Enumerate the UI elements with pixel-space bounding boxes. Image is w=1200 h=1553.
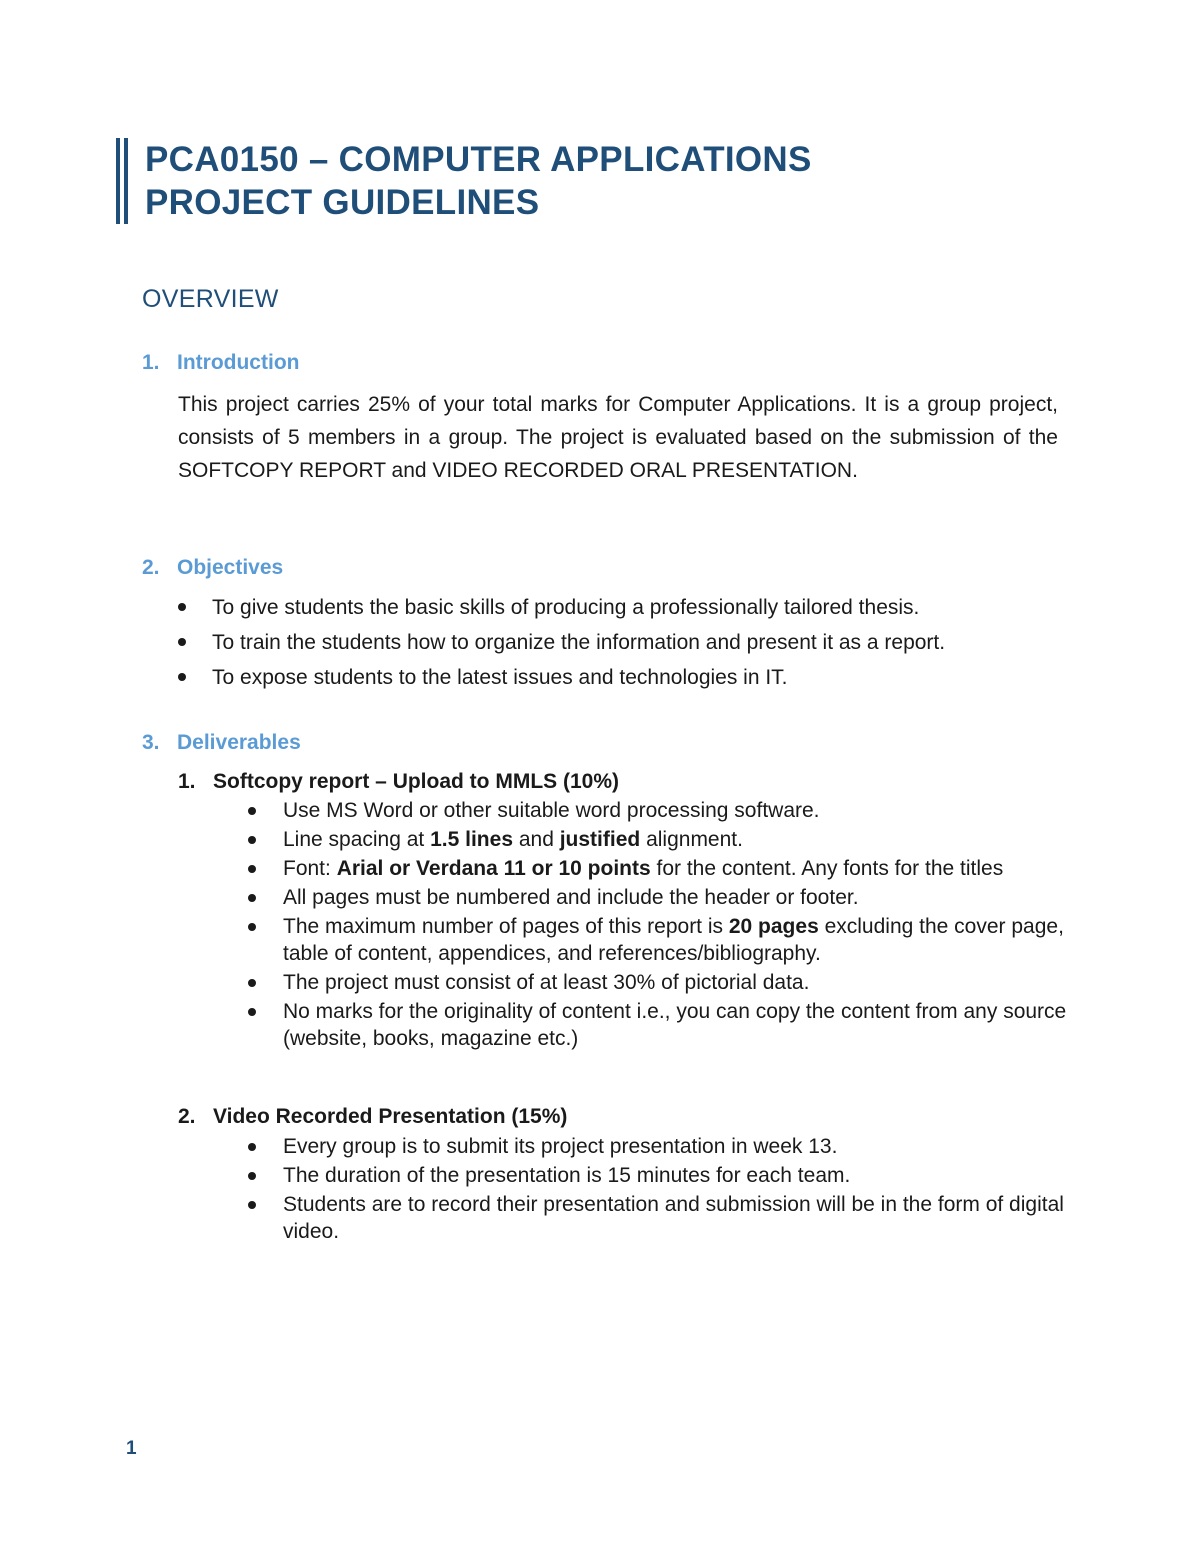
list-item-text: Use MS Word or other suitable word processing software. (283, 799, 820, 822)
list-item-text: Every group is to submit its project presentation in week 13. (283, 1135, 838, 1158)
list-item (212, 1191, 1072, 1245)
video-number: 2. (178, 1105, 196, 1128)
introduction-number: 1. (142, 351, 160, 374)
title-rule-left (116, 138, 120, 224)
emphasis-text: 1.5 lines (430, 828, 513, 851)
list-item-text: Line spacing at (283, 828, 431, 851)
objectives-heading (142, 555, 283, 581)
introduction-label: Introduction (177, 351, 300, 374)
bullet-icon (248, 979, 256, 987)
list-item-text: for the content. Any fonts for the titles (650, 857, 1004, 880)
list-item-text: No marks for the originality of content i.e., you can copy the content from any source (website, books, magazine etc.) (283, 1000, 1067, 1050)
page-number: 1 (126, 1438, 137, 1459)
bullet-icon (178, 603, 186, 611)
emphasis-text: Arial or Verdana 11 or 10 points (336, 857, 651, 880)
emphasis-text: 20 pages (728, 915, 819, 938)
list-item-text: The project must consist of at least 30% of pictorial data. (283, 971, 810, 994)
list-item (142, 590, 1102, 625)
list-item-text: alignment. (640, 828, 743, 851)
list-item-text: To give students the basic skills of producing a professionally tailored thesis. (212, 596, 920, 619)
list-item (142, 625, 1102, 660)
bullet-icon (178, 638, 186, 646)
bullet-icon (178, 673, 186, 681)
deliverables-number: 3. (142, 731, 160, 754)
introduction-paragraph: This project carries 25% of your total marks for Computer Applications. It is a group project, consists of 5 members in a group. The project is evaluated based on the submission of the SOFTCOPY REPORT and VIDEO RECORDED ORAL PRESENTATION. (178, 393, 1058, 482)
softcopy-number: 1. (178, 770, 196, 793)
list-item-text: All pages must be numbered and include the header or footer. (283, 886, 859, 909)
title-line-2: PROJECT GUIDELINES (145, 183, 540, 222)
list-item-text: and (513, 828, 560, 851)
bullet-icon (248, 1008, 256, 1016)
objectives-list (142, 590, 1102, 695)
list-item (212, 826, 1072, 853)
list-item-text: To expose students to the latest issues and technologies in IT. (212, 666, 788, 689)
softcopy-label: Softcopy report – Upload to MMLS (10%) (213, 770, 620, 793)
list-item (212, 884, 1072, 911)
title-line-1: PCA0150 – COMPUTER APPLICATIONS (145, 140, 812, 179)
bullet-icon (248, 836, 256, 844)
list-item (212, 913, 1072, 967)
introduction-heading (142, 350, 299, 376)
bullet-icon (248, 865, 256, 873)
bullet-icon (248, 923, 256, 931)
list-item-text: To train the students how to organize the information and present it as a report. (212, 631, 946, 654)
list-item-text: The duration of the presentation is 15 minutes for each team. (283, 1164, 851, 1187)
list-item-text: excluding the cover page, table of content, appendices, and references/bibliography. (283, 915, 1064, 965)
video-label: Video Recorded Presentation (15%) (213, 1105, 568, 1128)
list-item (212, 797, 1072, 824)
softcopy-requirements-list (212, 797, 1072, 1054)
deliverables-heading (142, 730, 301, 756)
list-item (212, 1133, 1072, 1160)
list-item-text: Font: (283, 857, 337, 880)
bullet-icon (248, 894, 256, 902)
bullet-icon (248, 1201, 256, 1209)
document-title (145, 138, 1045, 224)
list-item-text: The maximum number of pages of this report is (283, 915, 729, 938)
list-item (212, 1162, 1072, 1189)
list-item (212, 855, 1072, 882)
list-item (142, 660, 1102, 695)
bullet-icon (248, 1143, 256, 1151)
bullet-icon (248, 807, 256, 815)
list-item-text: Students are to record their presentation and submission will be in the form of digital video. (283, 1193, 1064, 1243)
bullet-icon (248, 1172, 256, 1180)
emphasis-text: justified (559, 828, 641, 851)
video-heading (178, 1102, 567, 1132)
list-item (212, 998, 1072, 1052)
title-rule-right (124, 138, 128, 224)
video-requirements-list (212, 1133, 1072, 1247)
deliverables-label: Deliverables (177, 731, 301, 754)
list-item (212, 969, 1072, 996)
softcopy-heading (178, 767, 619, 797)
overview-heading: OVERVIEW (142, 285, 279, 313)
objectives-label: Objectives (177, 556, 284, 579)
objectives-number: 2. (142, 556, 160, 579)
